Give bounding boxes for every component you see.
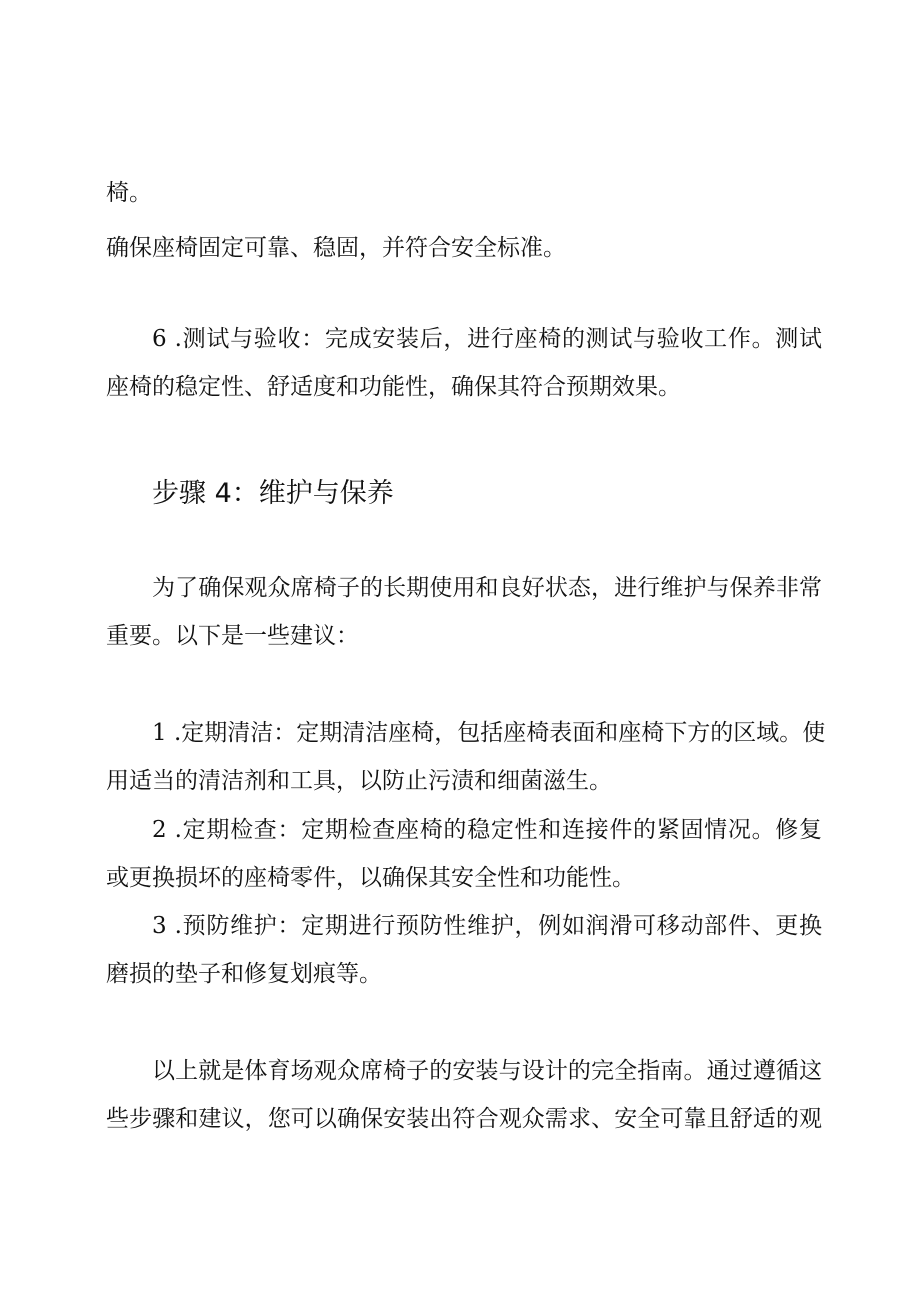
list-item-3-line-2: 磨损的垫子和修复划痕等。 — [106, 961, 382, 987]
list-item-2-line-2: 或更换损坏的座椅零件，以确保其安全性和功能性。 — [106, 865, 635, 891]
list-item-3-line-1: 3 .预防维护：定期进行预防性维护，例如润滑可移动部件、更换 — [152, 913, 822, 939]
list-item-1-line-2: 用适当的清洁剂和工具，以防止污渍和细菌滋生。 — [106, 768, 612, 794]
list-item-6-line-1: 6 .测试与验收：完成安装后，进行座椅的测试与验收工作。测试 — [152, 326, 822, 352]
intro-paragraph-line-2: 重要。以下是一些建议： — [106, 623, 359, 649]
text-line-continuation: 椅。 — [106, 180, 152, 206]
list-item-1-line-1: 1 .定期清洁：定期清洁座椅，包括座椅表面和座椅下方的区域。使 — [152, 720, 826, 746]
list-item-2-line-1: 2 .定期检查：定期检查座椅的稳定性和连接件的紧固情况。修复 — [152, 817, 822, 843]
section-heading-step-4: 步骤 4：维护与保养 — [152, 478, 394, 509]
intro-paragraph-line-1: 为了确保观众席椅子的长期使用和良好状态，进行维护与保养非常 — [152, 575, 822, 601]
conclusion-line-1: 以上就是体育场观众席椅子的安装与设计的完全指南。通过遵循这 — [152, 1058, 822, 1084]
conclusion-line-2: 些步骤和建议，您可以确保安装出符合观众需求、安全可靠且舒适的观 — [106, 1106, 822, 1132]
list-item-6-line-2: 座椅的稳定性、舒适度和功能性，确保其符合预期效果。 — [106, 374, 681, 400]
text-line-safety-standard: 确保座椅固定可靠、稳固，并符合安全标准。 — [106, 235, 566, 261]
